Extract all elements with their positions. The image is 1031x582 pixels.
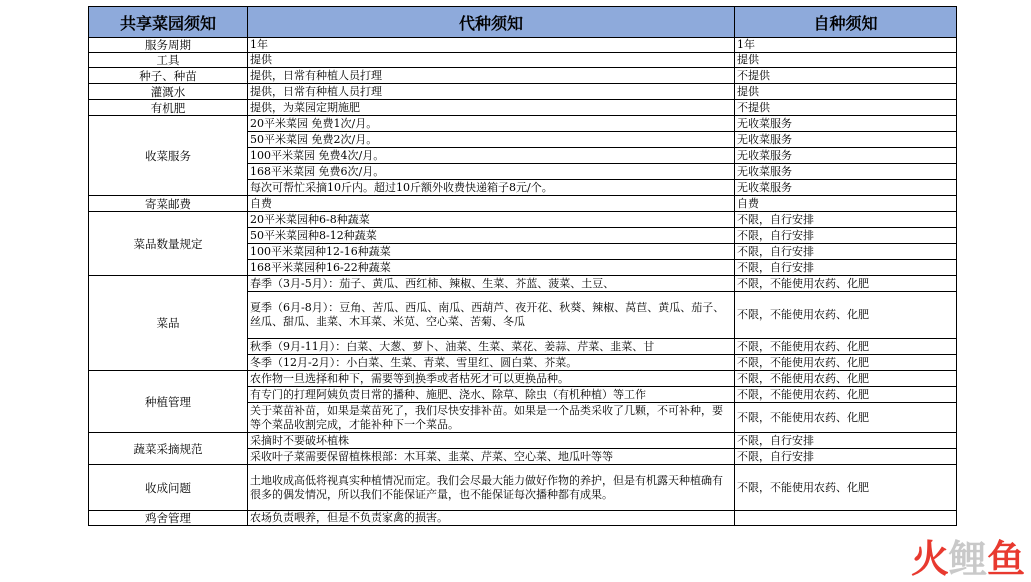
self-cell: 自费 — [735, 196, 957, 212]
table-row — [89, 433, 957, 449]
row-label: 菜品 — [89, 276, 248, 371]
self-cell: 不限，不能使用农药、化肥 — [735, 276, 957, 292]
self-cell: 不限，不能使用农药、化肥 — [735, 465, 957, 511]
table-row — [89, 465, 957, 511]
self-cell: 不限，不能使用农药、化肥 — [735, 339, 957, 355]
self-cell: 不限，不能使用农药、化肥 — [735, 403, 957, 433]
self-cell: 不限，自行安排 — [735, 260, 957, 276]
proxy-cell: 提供，日常有种植人员打理 — [248, 68, 735, 84]
self-cell: 无收菜服务 — [735, 164, 957, 180]
proxy-cell: 50平米菜园 免费2次/月。 — [248, 132, 735, 148]
table-row — [89, 212, 957, 228]
self-cell: 提供 — [735, 84, 957, 100]
proxy-cell: 每次可帮忙采摘10斤内。超过10斤额外收费快递箱子8元/个。 — [248, 180, 735, 196]
logo-fire-char: 火 — [910, 537, 949, 581]
self-cell: 不限，不能使用农药、化肥 — [735, 292, 957, 339]
proxy-cell: 夏季（6月-8月）：豆角、苦瓜、西瓜、南瓜、西葫芦、夜开花、秋葵、辣椒、莴苣、黄瓜、茄子、丝瓜、甜瓜、韭菜、木耳菜、米苋、空心菜、苦菊、冬瓜 — [248, 292, 735, 339]
self-cell: 不限，自行安排 — [735, 449, 957, 465]
proxy-cell: 20平米菜园 免费1次/月。 — [248, 116, 735, 132]
proxy-cell: 100平米菜园 免费4次/月。 — [248, 148, 735, 164]
proxy-cell: 采收叶子菜需要保留植株根部：木耳菜、韭菜、芹菜、空心菜、地瓜叶等等 — [248, 449, 735, 465]
row-label: 灌溉水 — [89, 84, 248, 100]
self-cell: 不提供 — [735, 100, 957, 116]
self-cell: 不限，自行安排 — [735, 212, 957, 228]
proxy-cell: 提供，为菜园定期施肥 — [248, 100, 735, 116]
rules-table — [88, 6, 957, 526]
header-self-planting: 自种须知 — [735, 7, 957, 38]
self-cell: 提供 — [735, 53, 957, 68]
table-row — [89, 511, 957, 526]
proxy-cell: 提供，日常有种植人员打理 — [248, 84, 735, 100]
self-cell: 无收菜服务 — [735, 148, 957, 164]
logo-fish-char: 鱼 — [986, 537, 1025, 581]
proxy-cell: 20平米菜园种6-8种蔬菜 — [248, 212, 735, 228]
self-cell: 无收菜服务 — [735, 132, 957, 148]
proxy-cell: 农作物一旦选择和种下，需要等到换季或者枯死才可以更换品种。 — [248, 371, 735, 387]
row-label: 鸡舍管理 — [89, 511, 248, 526]
proxy-cell: 采摘时不要破坏植株 — [248, 433, 735, 449]
self-cell: 1年 — [735, 38, 957, 53]
self-cell: 无收菜服务 — [735, 116, 957, 132]
table-row — [89, 53, 957, 68]
table-row — [89, 84, 957, 100]
self-cell: 无收菜服务 — [735, 180, 957, 196]
logo-carp-char: 鲤 — [948, 537, 987, 581]
header-row — [89, 7, 957, 38]
proxy-cell: 土地收成高低将视真实种植情况而定。我们会尽最大能力做好作物的养护，但是有机露天种植确有很多的偶发情况，所以我们不能保证产量，也不能保证每次播种都有成果。 — [248, 465, 735, 511]
proxy-cell: 冬季（12月-2月）：小白菜、生菜、青菜、雪里红、圆白菜、芥菜。 — [248, 355, 735, 371]
row-label: 寄菜邮费 — [89, 196, 248, 212]
self-cell: 不限，不能使用农药、化肥 — [735, 371, 957, 387]
table-row — [89, 100, 957, 116]
self-cell: 不提供 — [735, 68, 957, 84]
row-label: 收成问题 — [89, 465, 248, 511]
table-row — [89, 38, 957, 53]
table-row — [89, 371, 957, 387]
proxy-cell: 168平米菜园种16-22种蔬菜 — [248, 260, 735, 276]
proxy-cell: 168平米菜园 免费6次/月。 — [248, 164, 735, 180]
row-label: 种植管理 — [89, 371, 248, 433]
row-label: 有机肥 — [89, 100, 248, 116]
self-cell: 不限，自行安排 — [735, 228, 957, 244]
proxy-cell: 1年 — [248, 38, 735, 53]
proxy-cell: 关于菜苗补苗，如果是菜苗死了，我们尽快安排补苗。如果是一个品类采收了几颗，不可补种，要等个菜品收割完成，才能补种下一个菜品。 — [248, 403, 735, 433]
row-label: 收菜服务 — [89, 116, 248, 196]
row-label: 服务周期 — [89, 38, 248, 53]
rules-table-container — [88, 6, 956, 526]
table-row — [89, 196, 957, 212]
proxy-cell: 农场负责喂养，但是不负责家禽的损害。 — [248, 511, 735, 526]
header-proxy-planting: 代种须知 — [248, 7, 735, 38]
table-row — [89, 68, 957, 84]
self-cell: 不限，不能使用农药、化肥 — [735, 387, 957, 403]
table-row — [89, 276, 957, 292]
row-label: 工具 — [89, 53, 248, 68]
self-cell: 不限，自行安排 — [735, 244, 957, 260]
row-label: 菜品数量规定 — [89, 212, 248, 276]
table-row — [89, 116, 957, 132]
brand-logo — [910, 537, 1025, 581]
row-label: 种子、种苗 — [89, 68, 248, 84]
self-cell — [735, 511, 957, 526]
proxy-cell: 提供 — [248, 53, 735, 68]
proxy-cell: 50平米菜园种8-12种蔬菜 — [248, 228, 735, 244]
proxy-cell: 有专门的打理阿姨负责日常的播种、施肥、浇水、除草、除虫（有机种植）等工作 — [248, 387, 735, 403]
self-cell: 不限，不能使用农药、化肥 — [735, 355, 957, 371]
header-shared-garden: 共享菜园须知 — [89, 7, 248, 38]
proxy-cell: 100平米菜园种12-16种蔬菜 — [248, 244, 735, 260]
row-label: 蔬菜采摘规范 — [89, 433, 248, 465]
proxy-cell: 自费 — [248, 196, 735, 212]
proxy-cell: 秋季（9月-11月）：白菜、大葱、萝卜、油菜、生菜、菜花、姜蒜、芹菜、韭菜、甘 — [248, 339, 735, 355]
proxy-cell: 春季（3月-5月）：茄子、黄瓜、西红柿、辣椒、生菜、芥蓝、菠菜、土豆、 — [248, 276, 735, 292]
self-cell: 不限，自行安排 — [735, 433, 957, 449]
